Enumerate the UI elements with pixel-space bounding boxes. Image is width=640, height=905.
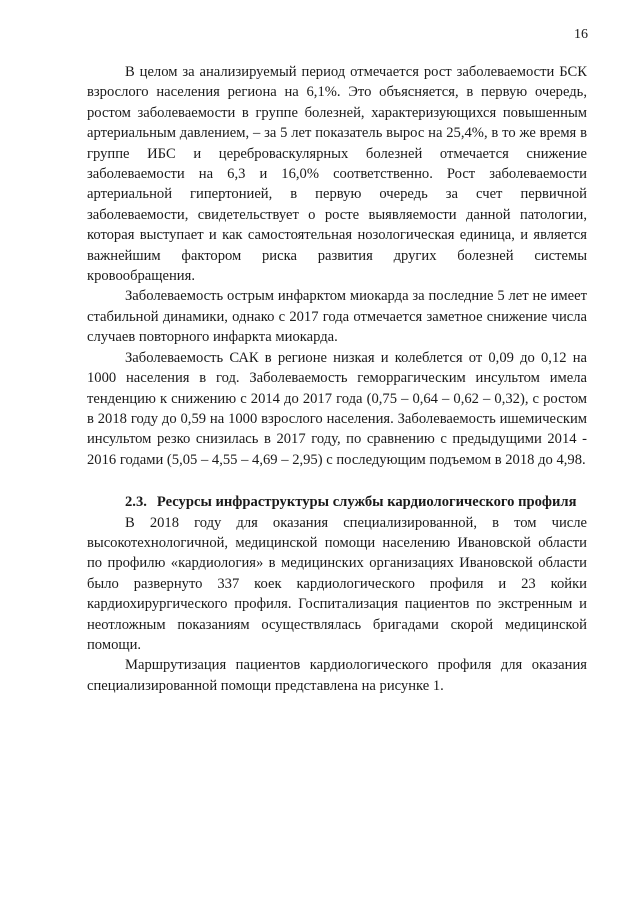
paragraph-bed-resources: В 2018 году для оказания специализированной, в том числе высокотехнологичной, медицинской помощи населению Ивановской области по профилю «кардиология» в медицинских организациях Ивановской области было развернуто 337 коек кардиологического профиля и 23 койки кардиохирургического профиля. Госпитализация пациентов по экстренным и неотложным показаниям осуществлялась бригадами скорой медицинской помощи. xyxy=(87,514,587,653)
section-number: 2.3. xyxy=(125,494,147,511)
paragraph-myocardial-infarction: Заболеваемость острым инфарктом миокарда за последние 5 лет не имеет стабильной динамики, однако с 2017 года отмечается заметное снижение числа случаев повторного инфаркта миокарда. xyxy=(87,288,587,346)
section-title: Ресурсы инфраструктуры службы кардиологического профиля xyxy=(156,494,577,511)
paragraph-bsk-incidence: В целом за анализируемый период отмечается рост заболеваемости БСК взрослого населения региона на 6,1%. Это объясняется, в первую очередь, ростом заболеваемости в группе болезней, характеризующихся повышенным артериальным давлением, – за 5 лет показатель вырос на 25,4%, в то же время в группе ИБС и цереброваскулярных болезней отмечается снижение заболеваемости на 6,3 и 16,0% соответственно. Рост заболеваемости артериальной гипертонией, в первую очередь за счет первичной заболеваемости, свидетельствует о росте выявляемости данной патологии, которая выступает и как самостоятельная нозологическая единица, и является важнейшим фактором риска развития других болезней системы кровообращения. xyxy=(87,64,587,285)
section-spacer xyxy=(87,470,587,472)
paragraph-stroke-incidence: Заболеваемость САК в регионе низкая и колеблется от 0,09 до 0,12 на 1000 населения в год. Заболеваемость геморрагическим инсультом имела тенденцию к снижению с 2014 до 2017 года (0,75 – 0,64 – 0,62 – 0,32), с ростом в 2018 году до 0,59 на 1000 взрослого населения. Заболеваемость ишемическим инсультом резко снизилась в 2017 году, по сравнению с предыдущими 2014 - 2016 годами (5,05 – 4,55 – 4,69 – 2,95) с последующим подъемом в 2018 до 4,98. xyxy=(87,349,587,468)
page-number: 16 xyxy=(574,27,588,42)
section-heading xyxy=(87,492,587,512)
paragraph-patient-routing: Маршрутизация пациентов кардиологического профиля для оказания специализированной помощи представлена на рисунке 1. xyxy=(87,657,587,694)
document-body xyxy=(87,62,587,696)
